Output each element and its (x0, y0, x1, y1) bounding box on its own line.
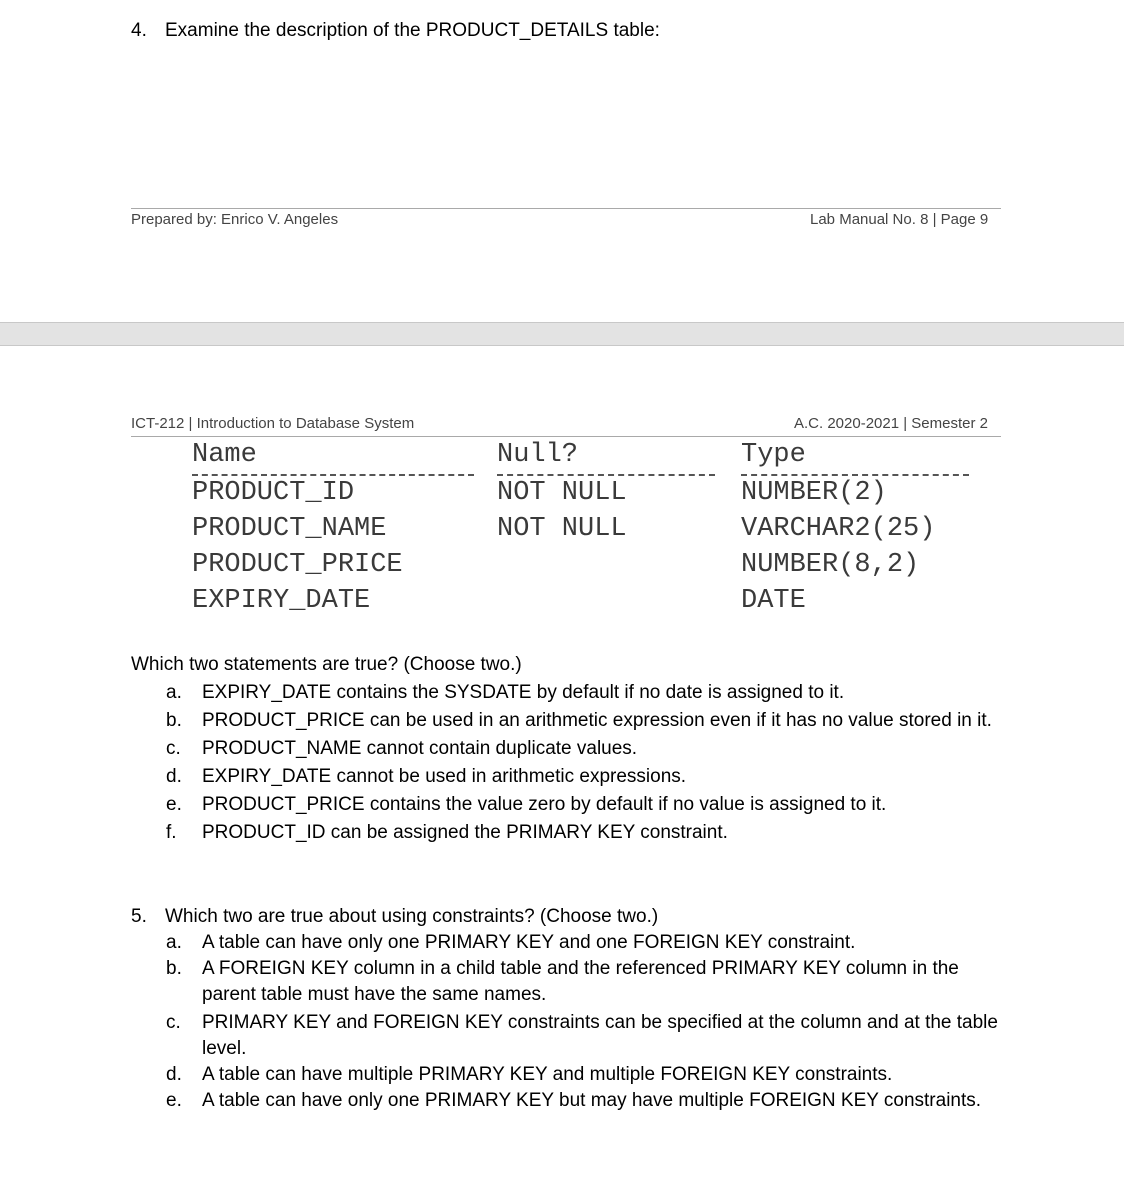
option-letter: a. (166, 682, 182, 703)
option-text: A table can have only one PRIMARY KEY and one FOREIGN KEY constraint. (202, 932, 856, 953)
table-row-type: DATE (741, 586, 806, 616)
table-row-type: VARCHAR2(25) (741, 514, 936, 544)
header-divider (131, 436, 1001, 437)
option-text: PRODUCT_NAME cannot contain duplicate values. (202, 738, 638, 759)
separator-name (192, 474, 474, 476)
table-row-name: PRODUCT_NAME (192, 514, 387, 544)
option-text: PRIMARY KEY and FOREIGN KEY constraints can be specified at the column and at the table level. (202, 1012, 998, 1059)
option-text: PRODUCT_ID can be assigned the PRIMARY KEY constraint. (202, 822, 728, 843)
table-row-name: PRODUCT_ID (192, 478, 355, 508)
option-text: PRODUCT_PRICE can be used in an arithmetic expression even if it has no value stored in it. (202, 710, 992, 731)
footer-left: Prepared by: Enrico V. Angeles (131, 211, 339, 228)
option-text: A FOREIGN KEY column in a child table and the referenced PRIMARY KEY column in the parent table must have the same names. (202, 958, 959, 1005)
option-letter: c. (166, 1012, 181, 1033)
footer-divider (131, 208, 1001, 209)
question-5-number: 5. (131, 906, 147, 927)
page-break (0, 322, 1124, 346)
option-letter: b. (166, 710, 182, 731)
table-row-null: NOT NULL (497, 478, 627, 508)
question-4-number: 4. (131, 20, 147, 41)
question-4-prompt: Examine the description of the PRODUCT_DETAILS table: (165, 20, 660, 41)
option-letter: b. (166, 958, 182, 979)
table-row-type: NUMBER(8,2) (741, 550, 920, 580)
option-letter: e. (166, 1090, 182, 1111)
table-row-name: PRODUCT_PRICE (192, 550, 403, 580)
option-text: PRODUCT_PRICE contains the value zero by default if no value is assigned to it. (202, 794, 887, 815)
option-letter: d. (166, 766, 182, 787)
table-row-null: NOT NULL (497, 514, 627, 544)
column-header-null: Null? (497, 440, 579, 470)
option-letter: a. (166, 932, 182, 953)
option-letter: e. (166, 794, 182, 815)
column-header-type: Type (741, 440, 806, 470)
option-text: EXPIRY_DATE cannot be used in arithmetic expressions. (202, 766, 687, 787)
header-right: A.C. 2020-2021 | Semester 2 (794, 415, 989, 432)
option-letter: f. (166, 822, 177, 843)
question-5-heading (131, 905, 658, 929)
option-text: A table can have only one PRIMARY KEY but may have multiple FOREIGN KEY constraints. (202, 1090, 982, 1111)
option-text: EXPIRY_DATE contains the SYSDATE by default if no date is assigned to it. (202, 682, 845, 703)
option-text: A table can have multiple PRIMARY KEY and multiple FOREIGN KEY constraints. (202, 1064, 893, 1085)
option-letter: d. (166, 1064, 182, 1085)
separator-type (741, 474, 969, 476)
question-4-question: Which two statements are true? (Choose two.) (131, 654, 522, 675)
table-row-name: EXPIRY_DATE (192, 586, 371, 616)
footer-right: Lab Manual No. 8 | Page 9 (810, 211, 989, 228)
question-4-heading (131, 19, 660, 43)
table-row-type: NUMBER(2) (741, 478, 887, 508)
question-5-prompt: Which two are true about using constraints? (Choose two.) (165, 906, 659, 927)
option-letter: c. (166, 738, 181, 759)
column-header-name: Name (192, 440, 257, 470)
header-left: ICT-212 | Introduction to Database System (131, 415, 415, 432)
separator-null (497, 474, 715, 476)
